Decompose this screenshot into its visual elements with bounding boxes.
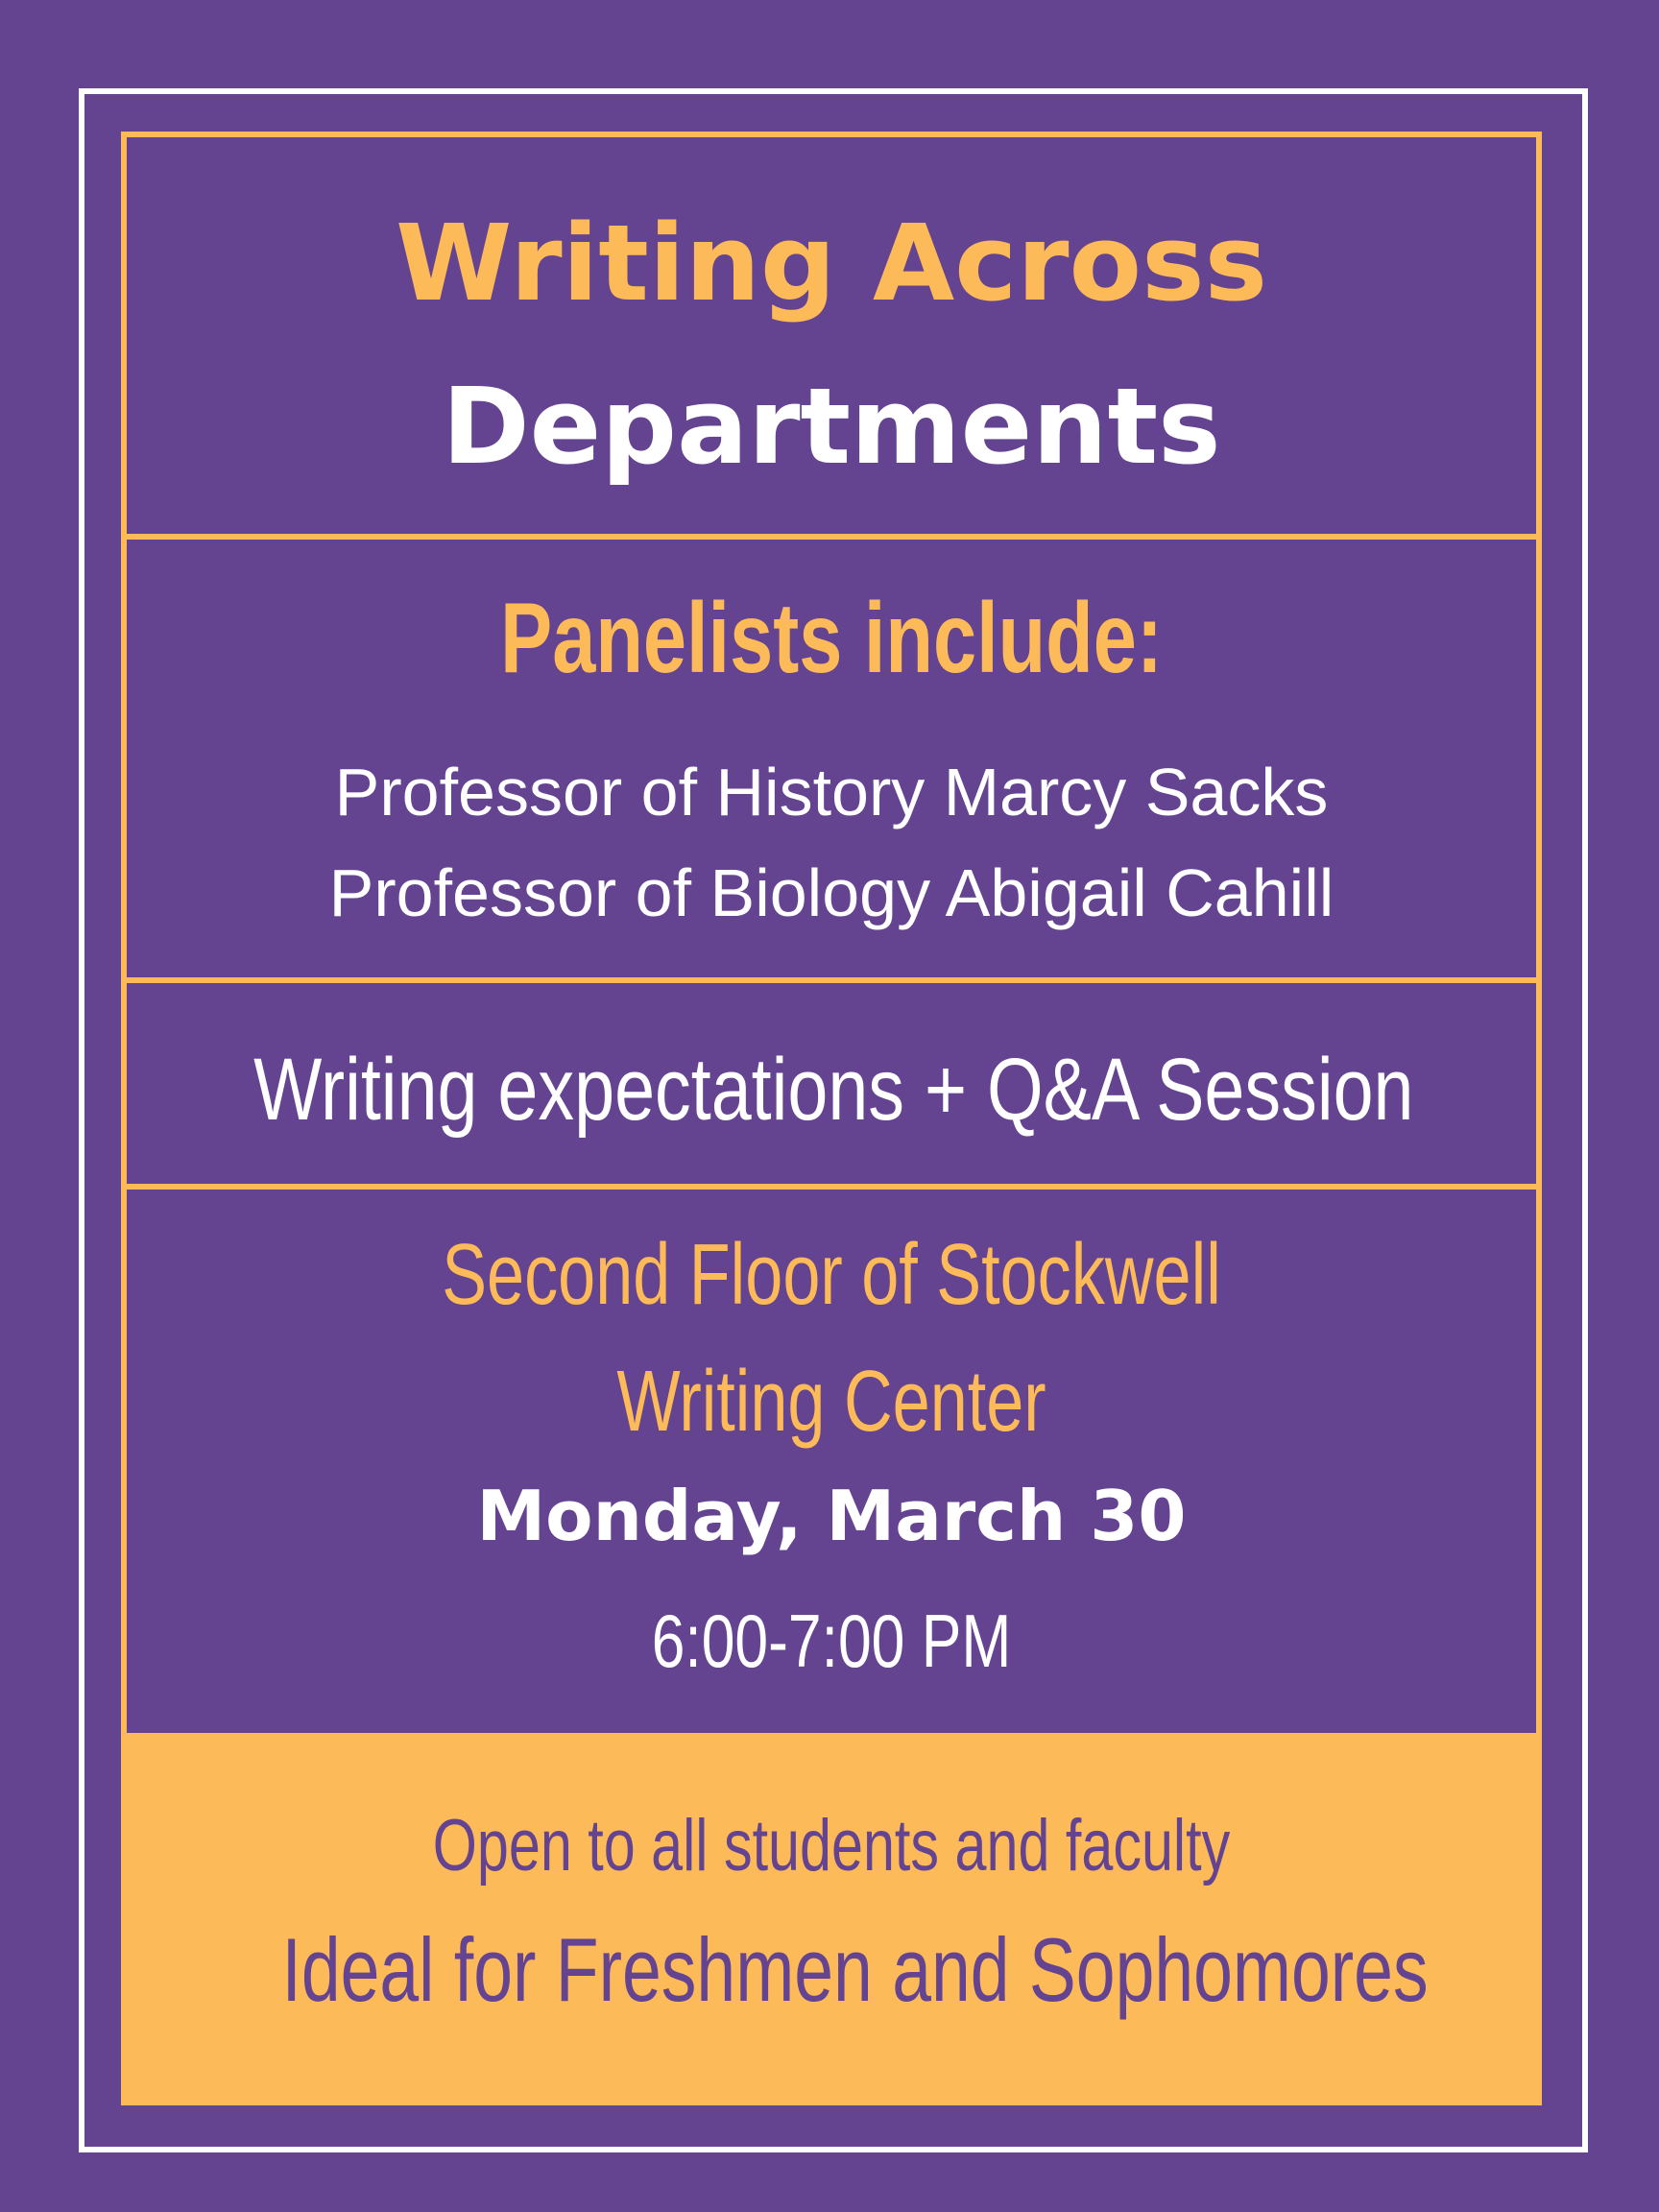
location-line-1: Second Floor of Stockwell [442,1227,1221,1323]
event-title-line-2: Departments [442,365,1221,488]
session-description: Writing expectations + Q&A Session [253,1041,1414,1139]
panelist-item: Professor of Biology Abigail Cahill [328,855,1334,930]
event-time: 6:00-7:00 PM [651,1599,1012,1683]
panelists-heading: Panelists include: [500,583,1163,694]
audience-panel [121,1733,1542,2105]
location-line-2: Writing Center [616,1354,1046,1450]
title-panel [121,132,1542,540]
event-date: Monday, March 30 [476,1476,1187,1556]
audience-line-1: Open to all students and faculty [432,1805,1231,1887]
session-panel [121,977,1542,1190]
panelists-panel [121,534,1542,983]
panelist-item: Professor of History Marcy Sacks [334,755,1329,830]
event-title-line-1: Writing Across [395,202,1268,325]
details-panel [121,1184,1542,1739]
audience-line-2: Ideal for Freshmen and Sophomores [281,1919,1429,2020]
